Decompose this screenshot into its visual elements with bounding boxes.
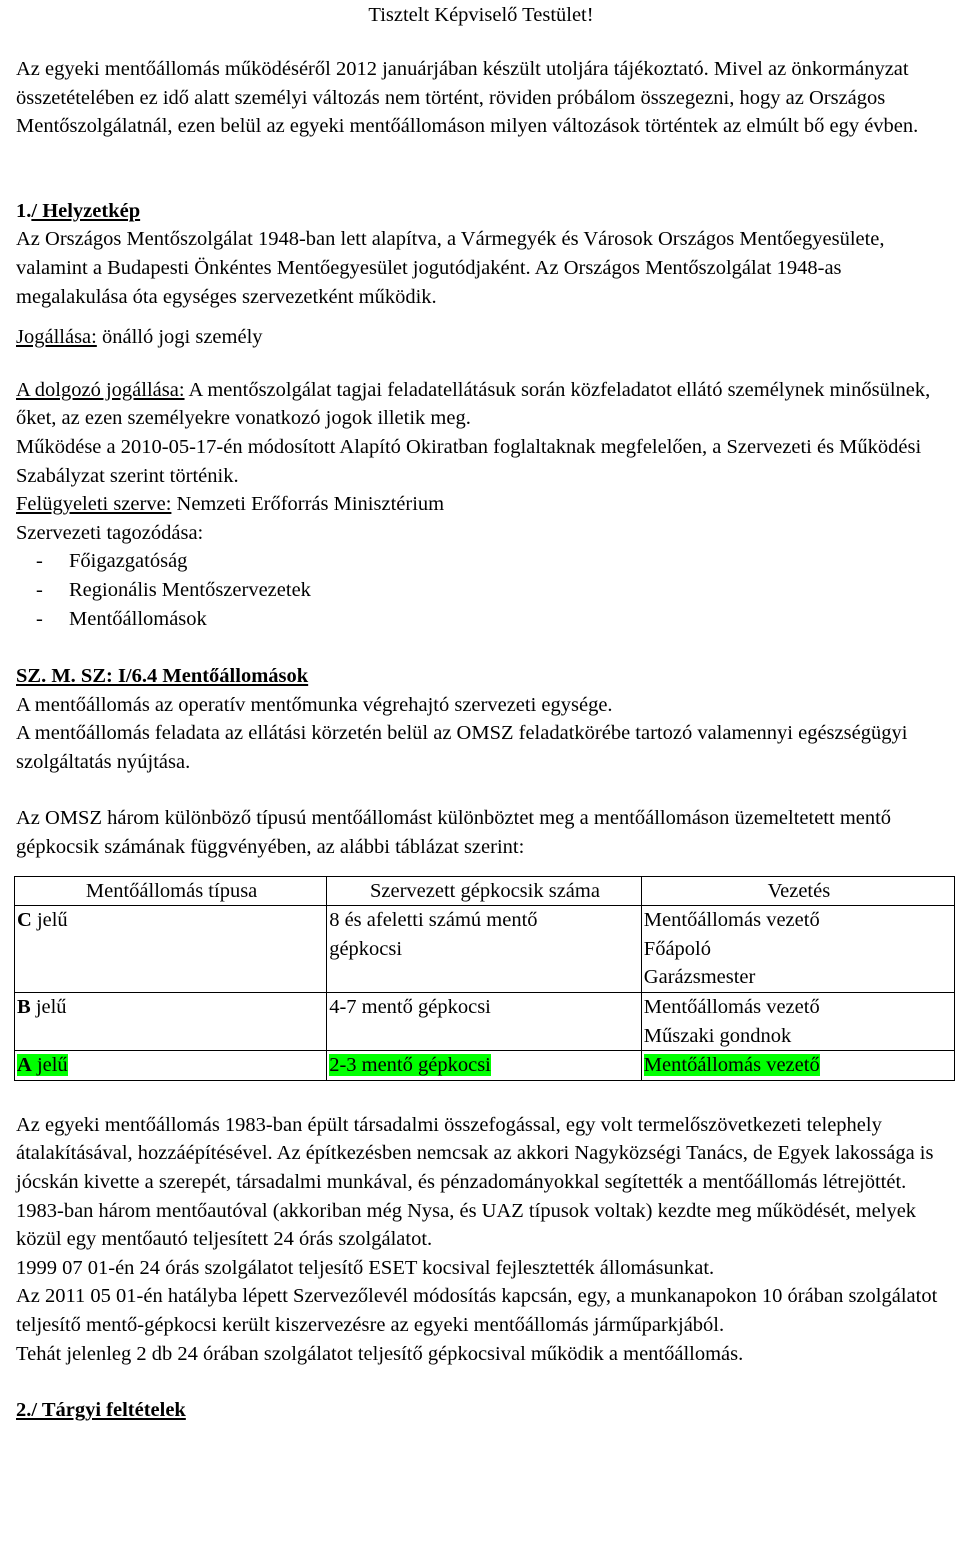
station-type-table xyxy=(14,876,955,1081)
section1-heading-number: 1. xyxy=(16,199,32,222)
legal-status-line xyxy=(16,323,946,352)
history-founding-paragraph xyxy=(16,225,946,311)
worker-status-paragraph xyxy=(16,376,946,433)
table-cell-type xyxy=(15,1051,327,1081)
type-letter: C xyxy=(17,909,32,932)
cars-text: 8 és afeletti számú mentő gépkocsi xyxy=(329,909,538,960)
founding-text: Az Országos Mentőszolgálat 1948-ban lett alapítva, a Vármegyék és Városok Országos Mentőegyesülete, valamint a Budapesti Önkéntes Mentőegyesület jogutódjaként. xyxy=(16,228,885,279)
table-cell-lead xyxy=(641,906,954,993)
supervisor-line xyxy=(16,490,946,519)
operation-paragraph: Működése a 2010-05-17-én módosított Alapító Okiratban foglaltaknak megfelelően, a Szervezeti és Működési Szabályzat szerint történik. xyxy=(16,435,922,487)
cars-text: 2-3 mentő gépkocsi xyxy=(329,1054,491,1077)
table-cell-type xyxy=(15,993,327,1051)
legal-status-value: önálló jogi személy xyxy=(96,326,263,349)
list-item xyxy=(16,576,946,605)
table-cell-lead xyxy=(641,1051,954,1081)
table-cell-cars xyxy=(327,1051,642,1081)
szmsz-line1: A mentőállomás az operatív mentőmunka végrehajtó szervezeti egysége. xyxy=(16,693,613,716)
table-row xyxy=(15,993,955,1051)
table-header-cell: Vezetés xyxy=(641,876,954,906)
history-paragraph-1: Az egyeki mentőállomás 1983-ban épült társadalmi összefogással, egy volt termelőszövetkezeti telephely átalakításával, hozzáépítésével. Az építkezésben nemcsak az akkori Nagyközségi Tanács, de Egyek lakossága is jócskán kivette a szerepét, társadalmi munkával, és pénzadományokkal segítették a mentőállomás létrejöttét. xyxy=(16,1113,934,1193)
structure-label: Szervezeti tagozódása: xyxy=(16,521,204,544)
list-dash: - xyxy=(36,607,43,630)
type-rest: jelű xyxy=(31,909,68,932)
lead-line: Főápoló xyxy=(643,937,711,960)
table-header-cell: Szervezett gépkocsik száma xyxy=(327,876,642,906)
supervisor-label: Felügyeleti szerve: xyxy=(16,493,172,516)
list-item xyxy=(16,605,946,634)
lead-line: Mentőállomás vezető xyxy=(643,909,820,932)
list-item xyxy=(16,547,946,576)
type-letter: A xyxy=(17,1054,32,1077)
lead-line: Garázsmester xyxy=(643,966,756,989)
section2-heading: 2./ Tárgyi feltételek xyxy=(16,1399,186,1422)
list-dash: - xyxy=(36,578,43,601)
section1-heading-text: / Helyzetkép xyxy=(31,199,141,222)
type-rest: jelű xyxy=(31,1054,68,1077)
table-intro-paragraph: Az OMSZ három különböző típusú mentőállomást különböztet meg a mentőállomáson üzemeltetett mentő gépkocsik számának függvényében, az alábbi táblázat szerint: xyxy=(16,807,892,859)
lead-line: Mentőállomás vezető xyxy=(643,1054,820,1077)
history-paragraph-4: Az 2011 05 01-én hatályba lépett Szervezőlevél módosítás kapcsán, egy, a munkanapokon 10 órában szolgálatot teljesítő mentő-gépkocsi került kiszervezésre az egyeki mentőállomás járműparkjából. xyxy=(16,1285,938,1336)
highlight-mark xyxy=(17,1054,68,1076)
supervisor-value: Nemzeti Erőforrás Minisztérium xyxy=(171,493,445,516)
page-title: Tisztelt Képviselő Testület! xyxy=(368,4,594,26)
table-header-row xyxy=(15,876,955,906)
history-paragraph-2: 1983-ban három mentőautóval (akkoriban még Nysa, és UAZ típusok voltak) kezdte meg működését, melyek közül egy mentőautó teljesített 24 órás szolgálatot. xyxy=(16,1199,917,1251)
table-cell-lead xyxy=(641,993,954,1051)
document-page xyxy=(16,0,946,1425)
list-dash: - xyxy=(36,550,43,573)
cars-text: 4-7 mentő gépkocsi xyxy=(329,996,491,1019)
legal-status-label: Jogállása: xyxy=(16,326,97,349)
intro-paragraph: Az egyeki mentőállomás működéséről 2012 januárjában készült utoljára tájékoztató. Mivel az önkormányzat összetételében ez idő alatt személyi változás nem történt, röviden próbálom összegezni, hogy az Országos Mentőszolgálatnál, ezen belül az egyeki mentőállomáson milyen változások történtek az elmúlt bő egy évben. xyxy=(16,58,919,138)
list-item-text: Főigazgatóság xyxy=(69,550,188,573)
section1-heading xyxy=(16,197,946,226)
type-letter: B xyxy=(17,996,31,1019)
structure-list xyxy=(16,547,946,633)
list-item-text: Mentőállomások xyxy=(69,607,207,630)
table-row-highlighted xyxy=(15,1051,955,1081)
founding-tail-text: Az Országos Mentőszolgálat 1948-as megalakulása óta egységes szervezetként működik. xyxy=(16,256,842,308)
worker-status-label: A dolgozó jogállása: xyxy=(16,378,185,401)
list-item-text: Regionális Mentőszervezetek xyxy=(69,578,311,601)
table-cell-cars xyxy=(327,906,642,993)
lead-line: Műszaki gondnok xyxy=(643,1024,792,1047)
table-row xyxy=(15,906,955,993)
history-paragraph-3: 1999 07 01-én 24 órás szolgálatot teljesítő ESET kocsival fejlesztették állomásunkat. xyxy=(16,1256,715,1279)
table-cell-type xyxy=(15,906,327,993)
szmsz-heading: SZ. M. SZ: I/6.4 Mentőállomások xyxy=(16,665,309,688)
type-rest: jelű xyxy=(30,996,67,1019)
worker-status-value: A mentőszolgálat tagjai feladatellátásuk során közfeladatot ellátó személynek minősülnek, őket, az ezen személyekre vonatkozó jogok illetik meg. xyxy=(16,378,931,430)
table-header-cell: Mentőállomás típusa xyxy=(15,876,327,906)
history-paragraph-5: Tehát jelenleg 2 db 24 órában szolgálatot teljesítő gépkocsival működik a mentőállomás. xyxy=(16,1342,744,1365)
table-cell-cars xyxy=(327,993,642,1051)
szmsz-line2: A mentőállomás feladata az ellátási körzetén belül az OMSZ feladatkörébe tartozó valamennyi egészségügyi szolgáltatás nyújtása. xyxy=(16,722,908,773)
lead-line: Mentőállomás vezető xyxy=(643,996,820,1019)
